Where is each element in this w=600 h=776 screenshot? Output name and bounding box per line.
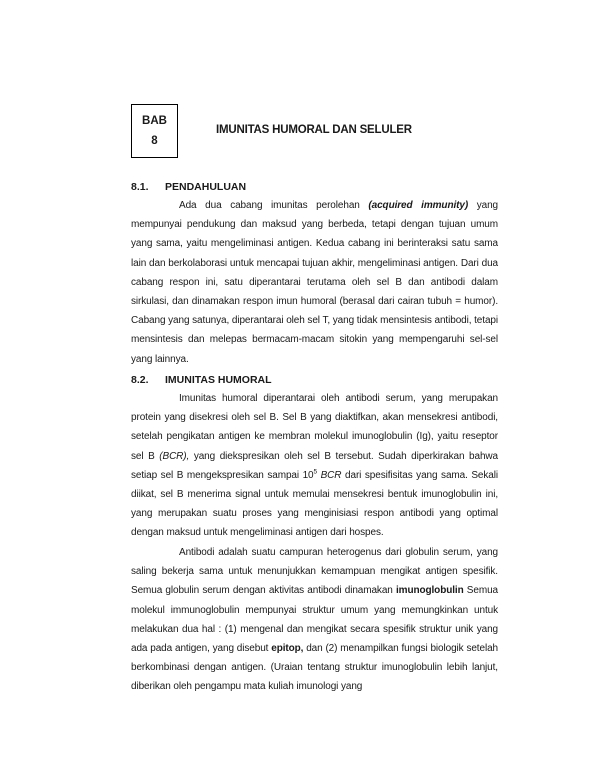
exponent: 5 xyxy=(313,468,318,476)
paragraph-humoral-1 xyxy=(131,389,498,543)
term-epitop: epitop, xyxy=(271,643,304,655)
text-run: dan (2) menampilkan fungsi biologik setelah berkombinasi dengan antigen. (Uraian tentang struktur imunoglobulin lebih lanjut, diberikan oleh pengampu mata kuliah imunologi yang xyxy=(131,643,498,693)
chapter-box xyxy=(131,104,178,158)
text-run: yang diekspresikan oleh sel B tersebut. Sudah diperkirakan bahwa setiap sel B mengekspresikan sampai 10 xyxy=(131,450,498,481)
section-title: IMUNITAS HUMORAL xyxy=(165,374,272,386)
text-run: Ada dua cabang imunitas perolehan xyxy=(179,200,369,211)
text-run: dari spesifisitas yang sama. Sekali diikat, sel B menerima signal untuk memulai mensekresi bentuk imunoglobulin ini, yang merupakan suatu proses yang menginisiasi respon antibodi yang optimal dengan maksud untuk mengeliminasi antigen dari hospes. xyxy=(131,469,498,539)
section-number: 8.2. xyxy=(131,374,149,386)
text-run: yang mempunyai pendukung dan maksud yang berbeda, tetapi dengan tujuan umum yang sama, yaitu mengeliminasi antigen. Kedua cabang ini berinteraksi satu sama lain dan berkolaborasi untuk mencapai tujuan akhir, mengeliminasi antigen. Dari dua cabang respon ini, satu diperantarai terutama oleh sel B dan antibodi dalam sirkulasi, dan dinamakan respon imun humoral (berasal dari cairan tubuh = humor). Cabang yang satunya, diperantarai oleh sel T, yang tidak mensintesis antibodi, tetapi mensintesis dan melepas bermacam-macam sitokin yang mempengaruhi sel-sel yang lainnya. xyxy=(131,200,499,365)
text-run: Imunitas humoral diperantarai oleh antibodi serum, yang merupakan protein yang disekresi oleh sel B. Sel B yang diaktifkan, akan mensekresi antibodi, setelah pengikatan antigen ke membran molekul imunoglobulin (Ig), yaitu reseptor sel B xyxy=(131,393,498,462)
paragraph-introduction xyxy=(131,196,498,369)
text-run: Antibodi adalah suatu campuran heterogenus dari globulin serum, yang saling bekerja sama untuk menunjukkan kemampuan mengikat antigen spesifik. Semua globulin serum dengan aktivitas antibodi dinamakan xyxy=(131,547,498,597)
section-heading-8-2 xyxy=(131,374,272,386)
chapter-title: IMUNITAS HUMORAL DAN SELULER xyxy=(216,124,412,136)
term-acquired-immunity: (acquired immunity) xyxy=(368,200,469,211)
term-imunoglobulin: imunoglobulin xyxy=(396,585,464,597)
term-bcr: (BCR), xyxy=(159,450,190,462)
section-number: 8.1. xyxy=(131,181,149,193)
paragraph-humoral-2 xyxy=(131,543,498,697)
text-run: Semua molekul immunoglobulin mempunyai struktur umum yang memungkinkan untuk melakukan dua hal : (1) mengenal dan mengikat secara spesifik struktur unik yang ada pada antigen, yang disebut xyxy=(131,585,498,655)
chapter-label: BAB xyxy=(142,115,167,127)
chapter-number: 8 xyxy=(151,135,158,147)
term-bcr: BCR xyxy=(320,469,342,481)
section-heading-8-1 xyxy=(131,181,246,193)
section-title: PENDAHULUAN xyxy=(165,181,247,193)
